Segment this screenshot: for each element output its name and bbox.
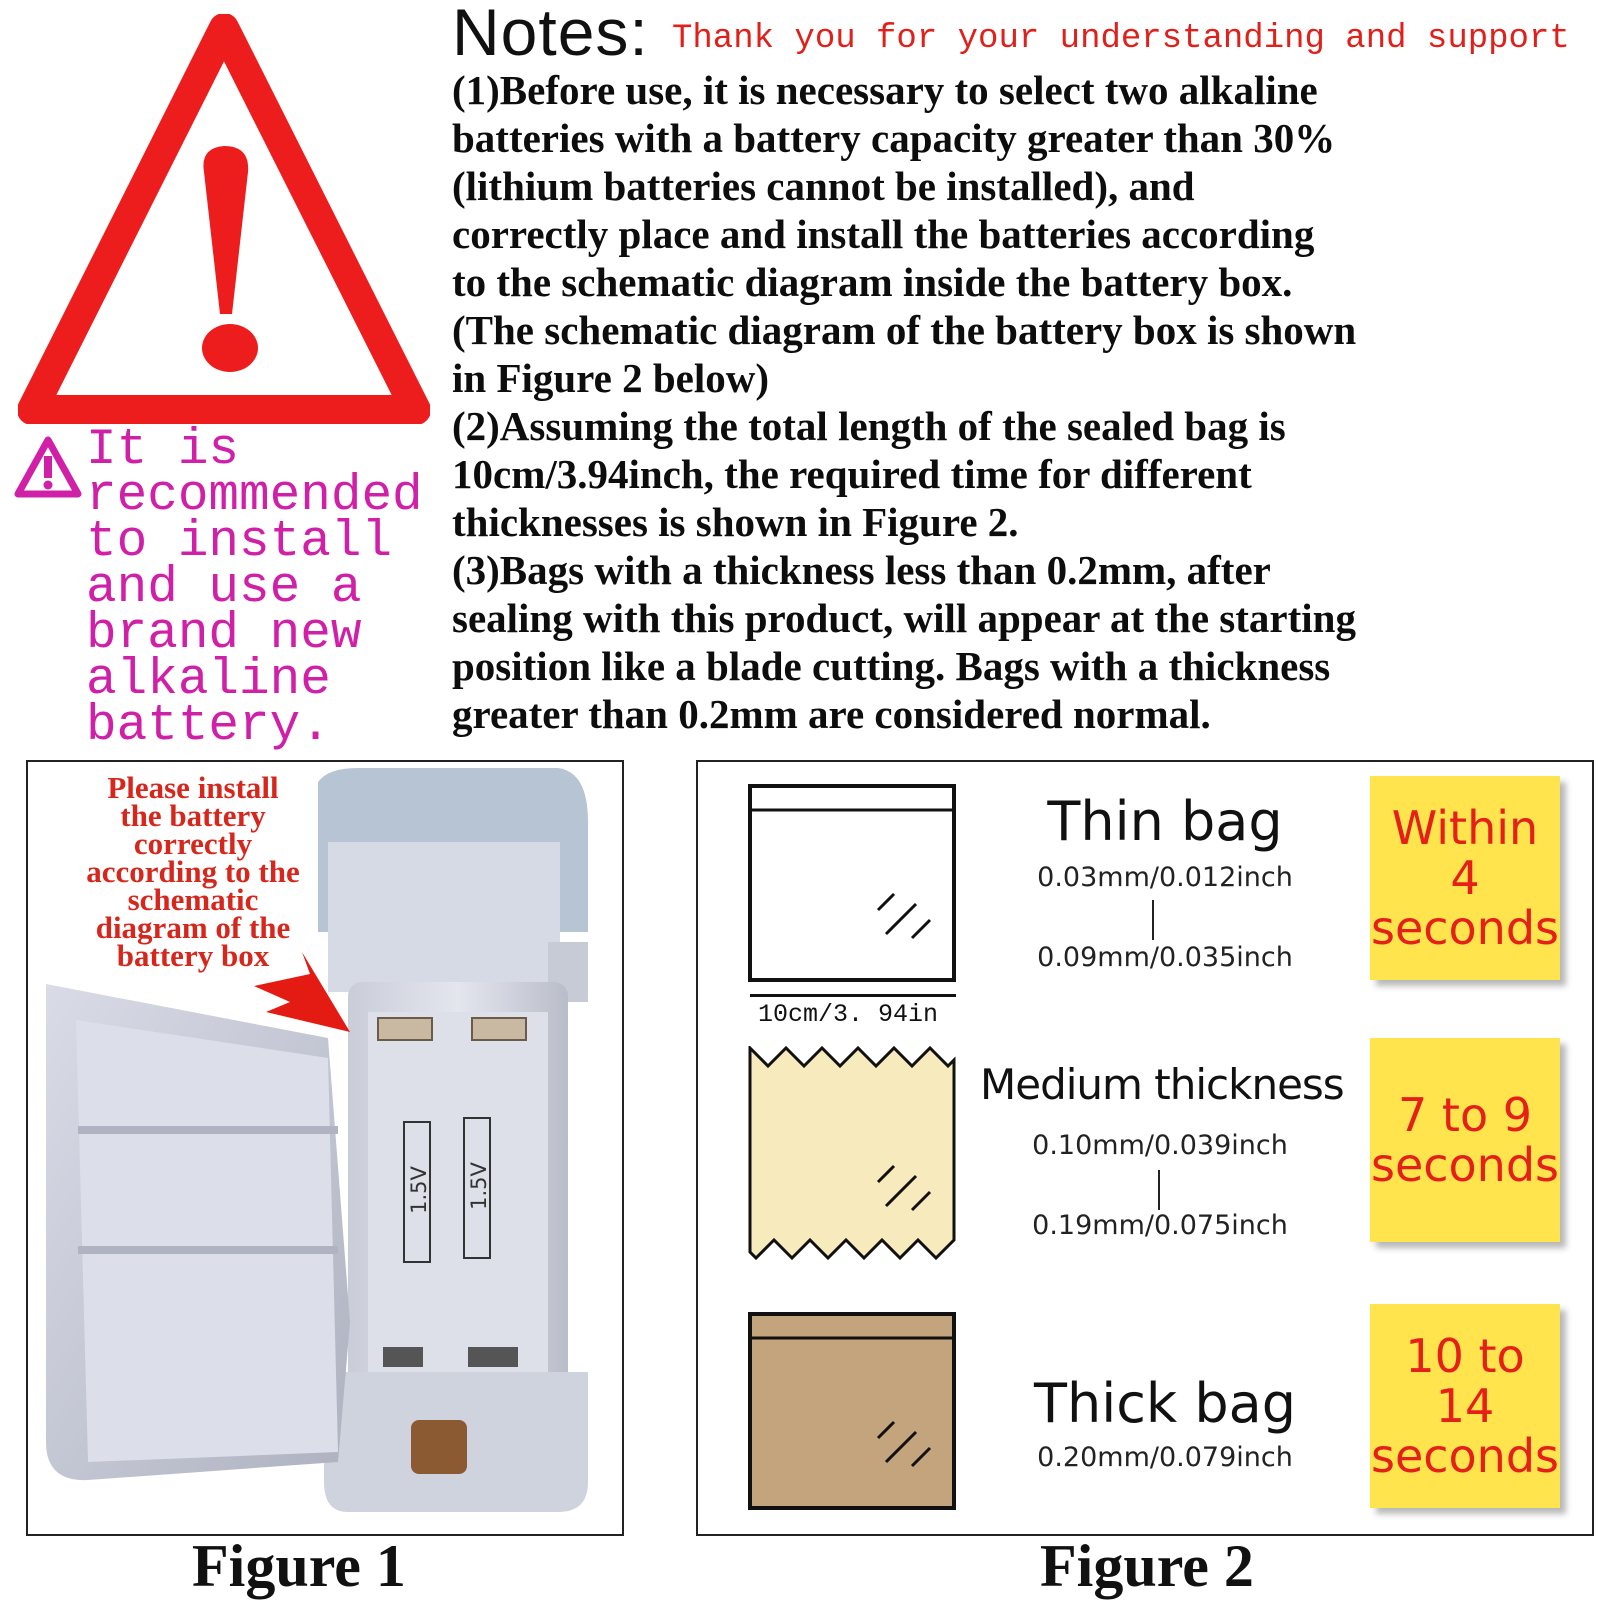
battery-right-label: 1.5V — [466, 1162, 491, 1210]
recommend-line: brand new — [86, 606, 362, 663]
note-line: (3)Bags with a thickness less than 0.2mm, after — [452, 547, 1271, 593]
spec-range-line — [1158, 1170, 1160, 1210]
thin-bag-time: Within 4 seconds — [1370, 776, 1560, 980]
notes-body — [452, 66, 1598, 738]
install-line: correctly — [133, 826, 253, 861]
medium-bag-time: 7 to 9 seconds — [1370, 1038, 1560, 1242]
thin-bag-spec-min: 0.03mm/0.012inch — [1037, 862, 1293, 893]
note-line: (2)Assuming the total length of the sealed bag is — [452, 403, 1286, 449]
note-line: position like a blade cutting. Bags with a thickness — [452, 643, 1331, 689]
thick-bag-time: 10 to 14 seconds — [1370, 1304, 1560, 1508]
note-line: batteries with a battery capacity greater than 30% — [452, 115, 1336, 161]
medium-bag-label: Medium thickness — [980, 1060, 1344, 1109]
install-instruction — [28, 770, 358, 973]
note-line: thicknesses is shown in Figure 2. — [452, 499, 1019, 545]
note-line: correctly place and install the batteries according — [452, 211, 1315, 257]
figure-1-caption: Figure 1 — [192, 1533, 406, 1599]
warning-triangle-icon — [18, 14, 430, 424]
battery-left-label: 1.5V — [406, 1166, 431, 1214]
figure-2-caption: Figure 2 — [1040, 1533, 1254, 1599]
thanks-message: Thank you for your understanding and support — [672, 20, 1570, 58]
medium-bag-spec-max: 0.19mm/0.075inch — [1032, 1210, 1288, 1241]
spec-range-line — [1152, 900, 1154, 940]
install-line: battery box — [116, 938, 270, 973]
note-line: to the schematic diagram inside the battery box. — [452, 259, 1293, 305]
recommend-line: It is — [86, 422, 240, 479]
bag-width-line — [750, 994, 956, 997]
recommend-line: alkaline — [86, 652, 331, 709]
battery-recommendation — [86, 422, 426, 755]
recommend-line: to install — [86, 514, 393, 571]
note-line: in Figure 2 below) — [452, 355, 769, 401]
note-line: (The schematic diagram of the battery box is shown — [452, 307, 1357, 353]
install-line: diagram of the — [95, 910, 291, 945]
note-line: 10cm/3.94inch, the required time for different — [452, 451, 1252, 497]
thick-bag-spec: 0.20mm/0.079inch — [1037, 1442, 1293, 1473]
install-line: Please install — [107, 770, 279, 805]
install-line: according to the — [86, 854, 300, 889]
bag-width-label: 10cm/3. 94in — [758, 1000, 939, 1029]
recommend-line: battery. — [86, 698, 331, 755]
figure-2-panel — [696, 760, 1594, 1536]
thick-bag-label: Thick bag — [1034, 1372, 1296, 1435]
install-line: schematic — [127, 882, 259, 917]
thin-bag-spec-max: 0.09mm/0.035inch — [1037, 942, 1293, 973]
note-line: (lithium batteries cannot be installed), and — [452, 163, 1195, 209]
notes-title: Notes: — [452, 0, 649, 69]
medium-bag-spec-min: 0.10mm/0.039inch — [1032, 1130, 1288, 1161]
small-warning-icon — [12, 434, 84, 500]
note-line: sealing with this product, will appear at the starting — [452, 595, 1356, 641]
thick-bag-icon — [748, 1312, 958, 1512]
thin-bag-label: Thin bag — [1047, 790, 1283, 853]
install-line: the battery — [120, 798, 266, 833]
recommend-line: recommended — [86, 468, 423, 525]
figure-1-panel — [26, 760, 624, 1536]
medium-bag-icon — [748, 1046, 958, 1260]
note-line: (1)Before use, it is necessary to select two alkaline — [452, 67, 1318, 113]
note-line: greater than 0.2mm are considered normal. — [452, 691, 1211, 737]
thin-bag-icon — [748, 784, 958, 982]
recommend-line: and use a — [86, 560, 362, 617]
